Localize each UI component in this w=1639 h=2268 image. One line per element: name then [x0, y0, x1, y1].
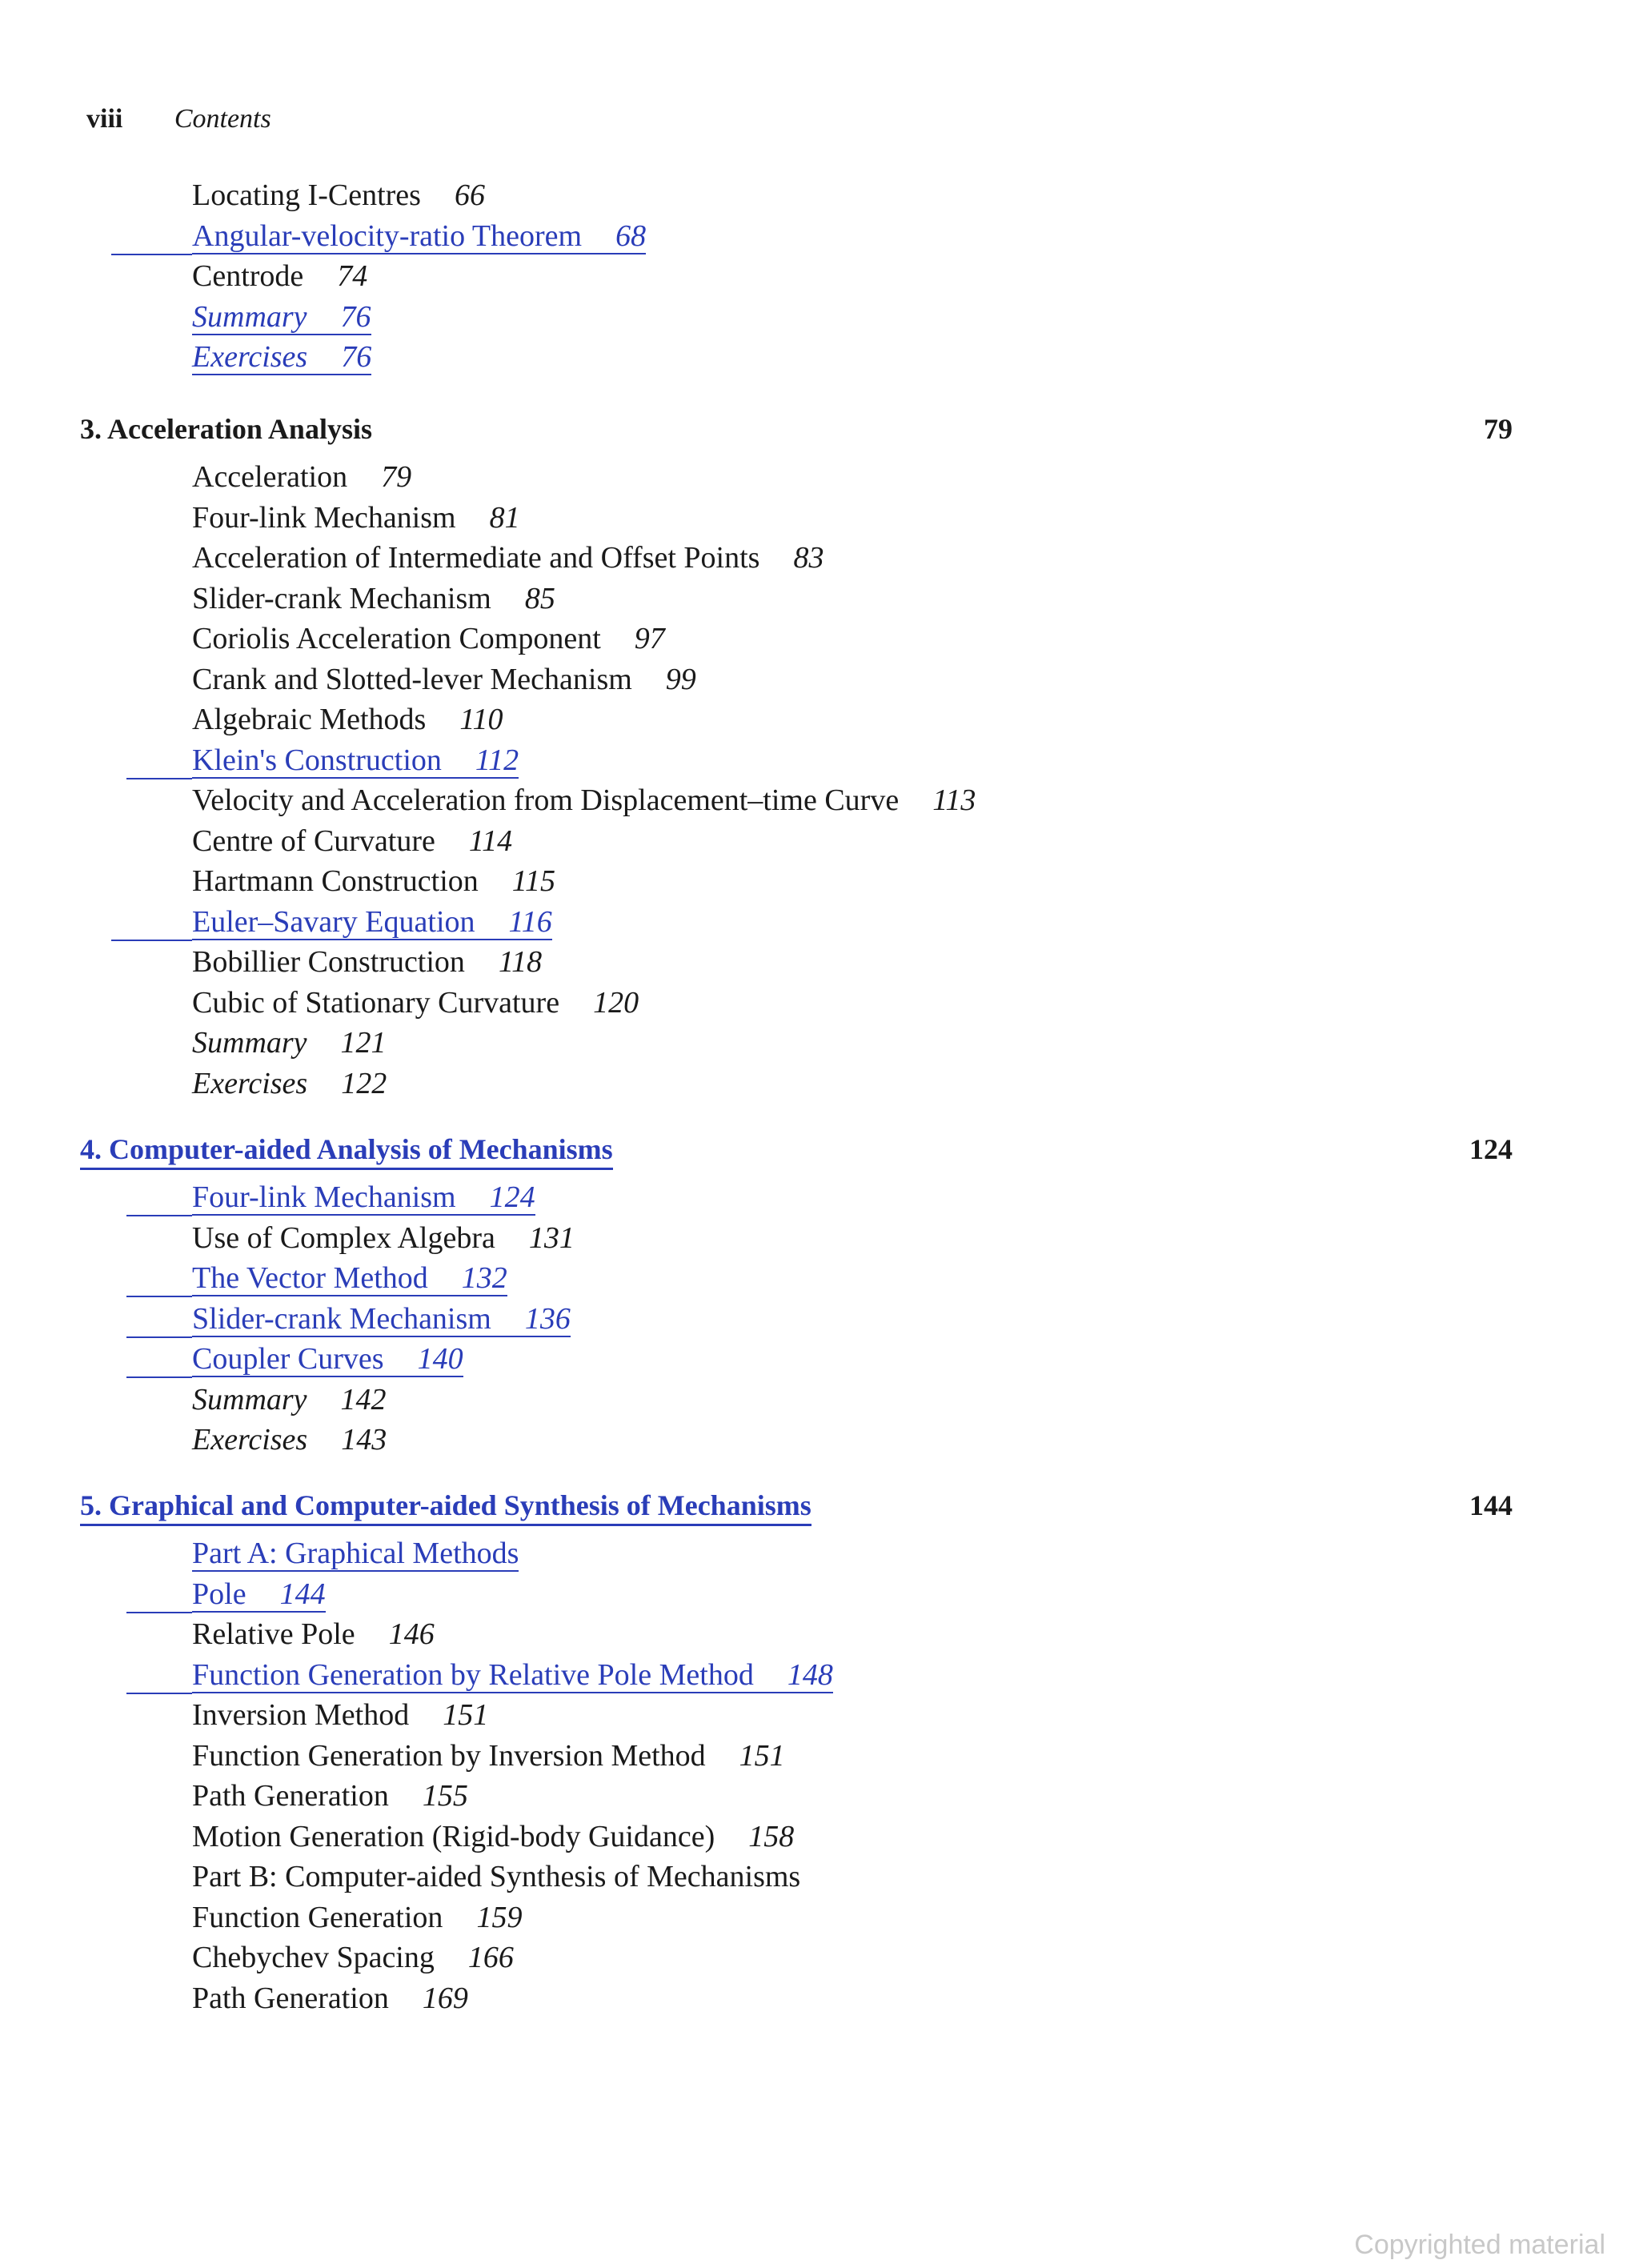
section-title: Path Generation	[192, 1779, 389, 1813]
section-title: Use of Complex Algebra	[192, 1220, 495, 1255]
link-underline	[126, 1296, 192, 1297]
section-page: 81	[489, 500, 520, 535]
chapter-heading	[80, 412, 1513, 446]
section-title: The Vector Method	[192, 1261, 428, 1295]
section-page: 132	[461, 1261, 507, 1295]
section-page: 131	[528, 1220, 575, 1255]
section-page: 142	[340, 1382, 387, 1416]
section-page: 76	[340, 299, 371, 334]
section-page: 151	[739, 1738, 785, 1773]
section-page: 118	[498, 945, 543, 979]
section-page: 121	[340, 1026, 387, 1060]
link-underline	[126, 1215, 192, 1216]
section-title: Coupler Curves	[192, 1342, 384, 1376]
link-underline	[126, 1693, 192, 1694]
section-title: Centrode	[192, 259, 304, 293]
running-head	[86, 104, 271, 134]
section-page: 114	[468, 823, 513, 858]
section-title: Inversion Method	[192, 1698, 410, 1732]
section-title: Euler–Savary Equation	[192, 904, 475, 939]
section-page: 76	[341, 340, 372, 374]
section-title: Pole	[192, 1577, 246, 1611]
section-title: Crank and Slotted-lever Mechanism	[192, 662, 632, 696]
section-page: 144	[279, 1577, 326, 1611]
section-title: Summary	[192, 1026, 307, 1060]
chapter-title: 4. Computer-aided Analysis of Mechanisms	[80, 1132, 613, 1170]
section-page: 155	[422, 1779, 468, 1813]
section-page: 110	[459, 703, 503, 736]
section-page: 124	[489, 1180, 535, 1214]
section-title: Summary	[192, 1382, 307, 1416]
section-page: 79	[381, 460, 412, 494]
section-page: 146	[388, 1617, 435, 1651]
section-title: Exercises	[192, 1066, 308, 1100]
section-page: 169	[422, 1981, 468, 2015]
link-underline	[126, 1376, 192, 1378]
section-page: 99	[665, 662, 696, 696]
section-page: 120	[593, 985, 639, 1020]
section-page: 122	[341, 1066, 387, 1100]
section-title: Slider-crank Mechanism	[192, 1301, 491, 1336]
section-page: 136	[524, 1301, 571, 1336]
chapter-heading[interactable]	[80, 1489, 1513, 1526]
section-title: Function Generation by Relative Pole Method	[192, 1657, 754, 1692]
section-title: Acceleration of Intermediate and Offset Points	[192, 541, 760, 575]
section-title: Locating I-Centres	[192, 178, 421, 212]
chapter-page: 79	[1484, 413, 1513, 445]
section-page: 116	[508, 904, 552, 939]
section-title: Algebraic Methods	[192, 703, 427, 736]
section-page: 97	[634, 622, 665, 655]
page-number: viii	[86, 104, 123, 134]
link-underline	[111, 254, 192, 255]
section-title: Angular-velocity-ratio Theorem	[192, 218, 583, 253]
section-page: 140	[417, 1342, 463, 1376]
section-title: Part A: Graphical Methods	[192, 1537, 519, 1570]
section-page: 166	[467, 1941, 514, 1974]
section-page: 83	[793, 541, 824, 575]
section-title: Part B: Computer-aided Synthesis of Mechanisms	[192, 1860, 801, 1893]
chapter-heading[interactable]	[80, 1132, 1513, 1170]
section-page: 151	[443, 1698, 489, 1732]
link-underline	[126, 1336, 192, 1338]
chapter-page: 124	[1469, 1133, 1513, 1165]
section-title: Acceleration	[192, 460, 348, 494]
section-page: 66	[454, 178, 485, 212]
section-title: Relative Pole	[192, 1617, 355, 1651]
section-title: Function Generation	[192, 1900, 443, 1934]
section-title: Summary	[192, 299, 307, 334]
section-title: Coriolis Acceleration Component	[192, 622, 601, 655]
section-page: 113	[932, 783, 976, 817]
chapter-title: 3. Acceleration Analysis	[80, 413, 372, 445]
section-title: Function Generation by Inversion Method	[192, 1738, 706, 1773]
section-title: Motion Generation (Rigid-body Guidance)	[192, 1819, 715, 1853]
section-page: 74	[337, 259, 368, 293]
section-title: Chebychev Spacing	[192, 1941, 435, 1974]
section-title: Exercises	[192, 1423, 308, 1457]
link-underline	[126, 778, 192, 779]
running-title: Contents	[174, 104, 271, 134]
chapter-title: 5. Graphical and Computer-aided Synthesis of Mechanisms	[80, 1489, 811, 1526]
section-page: 159	[476, 1900, 523, 1934]
link-underline	[126, 1612, 192, 1613]
section-title: Bobillier Construction	[192, 945, 465, 979]
section-page: 115	[511, 864, 555, 898]
link-underline	[111, 940, 192, 941]
section-title: Path Generation	[192, 1981, 389, 2015]
section-title: Hartmann Construction	[192, 864, 479, 898]
copyright-watermark: Copyrighted material	[1354, 2230, 1605, 2260]
section-title: Centre of Curvature	[192, 823, 435, 858]
section-page: 68	[615, 218, 647, 253]
section-page: 112	[475, 743, 519, 777]
section-title: Slider-crank Mechanism	[192, 581, 491, 615]
section-page: 148	[787, 1657, 833, 1692]
section-title: Four-link Mechanism	[192, 500, 456, 535]
section-page: 143	[341, 1423, 387, 1457]
section-title: Exercises	[192, 340, 308, 374]
section-title: Cubic of Stationary Curvature	[192, 985, 560, 1020]
chapter-page: 144	[1469, 1489, 1513, 1521]
section-page: 158	[748, 1819, 795, 1853]
section-title: Velocity and Acceleration from Displacement–time Curve	[192, 783, 900, 817]
section-title: Four-link Mechanism	[192, 1180, 456, 1214]
section-page: 85	[524, 581, 555, 615]
section-title: Klein's Construction	[192, 743, 442, 777]
